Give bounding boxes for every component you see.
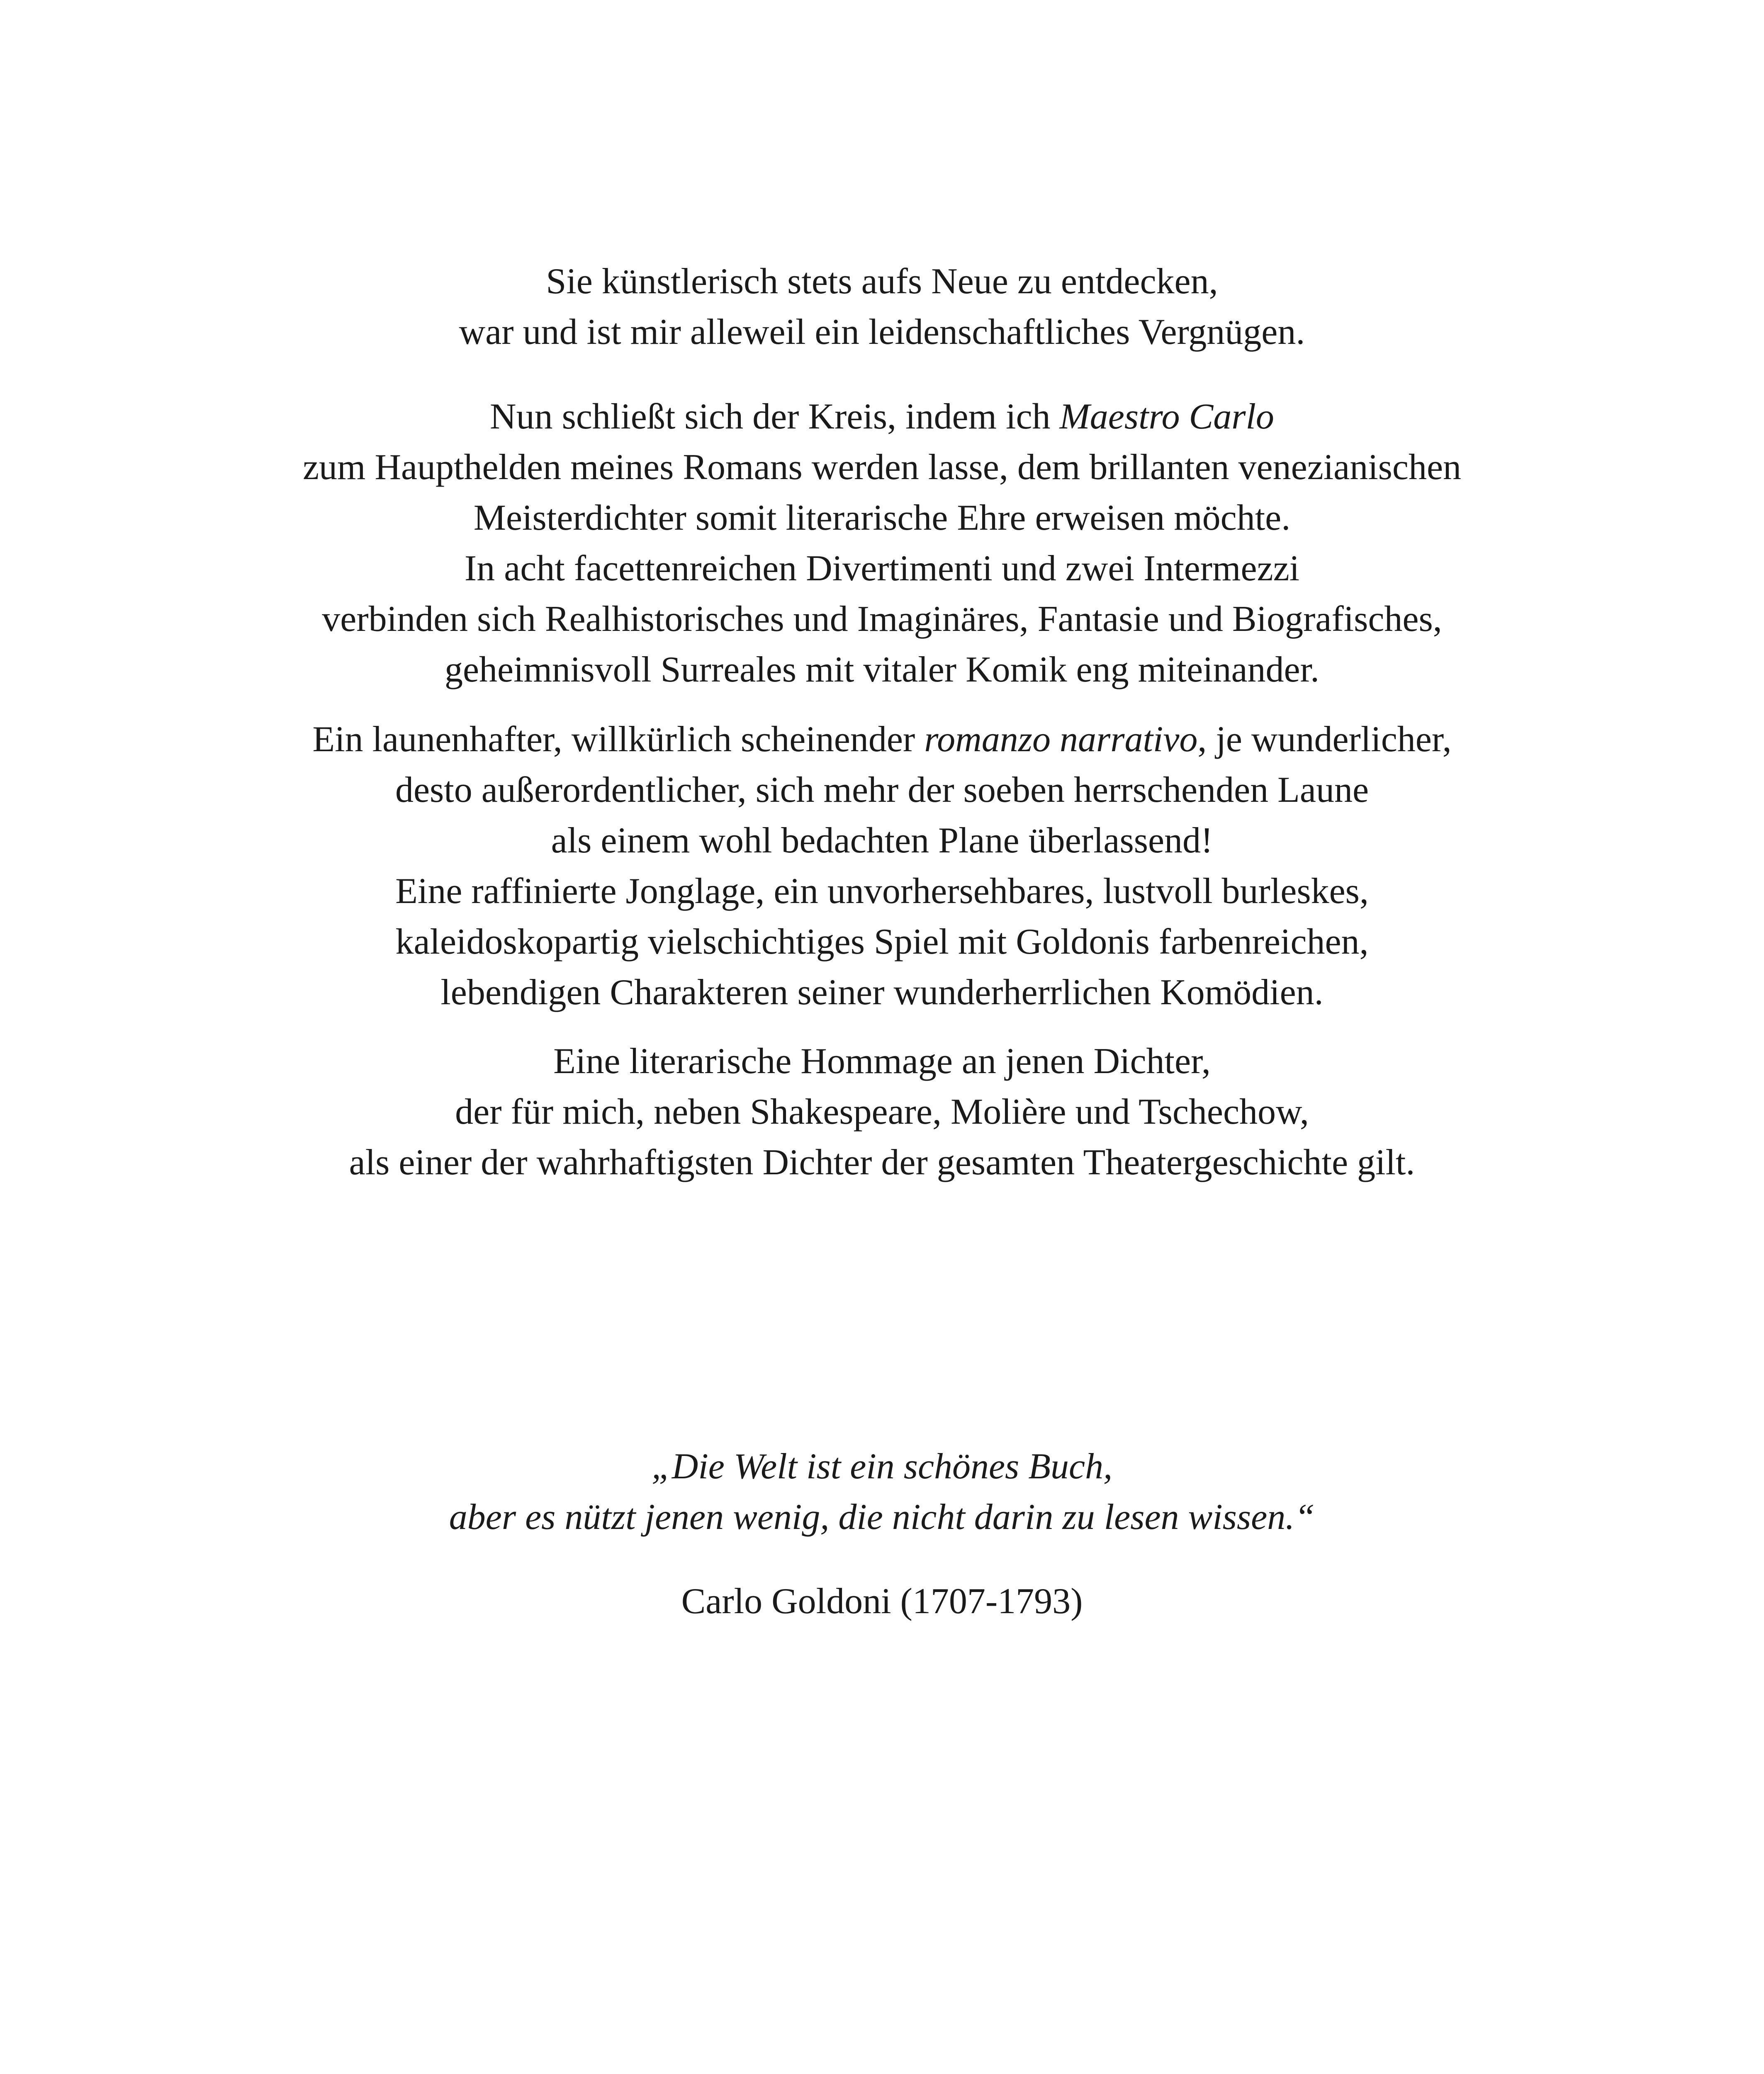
text-segment: als einem wohl bedachten Plane überlassend! [551, 820, 1213, 861]
paragraph-4 [0, 1036, 1764, 1188]
text-line [0, 256, 1764, 307]
author-name: Carlo Goldoni (1707-1793) [681, 1581, 1083, 1621]
text-segment: geheimnisvoll Surreales mit vitaler Komik eng miteinander. [444, 650, 1320, 690]
text-segment: kaleidoskopartig vielschichtiges Spiel mit Goldonis farbenreichen, [395, 922, 1369, 962]
quote-line: aber es nützt jenen wenig, die nicht darin zu lesen wissen.“ [449, 1497, 1315, 1537]
text-line [0, 645, 1764, 695]
text-line [0, 765, 1764, 815]
text-segment: lebendigen Charakteren seiner wunderherrlichen Komödien. [440, 972, 1324, 1013]
text-segment: war und ist mir alleweil ein leidenschaftliches Vergnügen. [459, 312, 1305, 352]
text-segment-italic: romanzo narrativo [924, 719, 1198, 759]
paragraph-2 [0, 392, 1764, 695]
text-line [0, 594, 1764, 645]
text-line [0, 543, 1764, 594]
text-segment: In acht facettenreichen Divertimenti und zwei Intermezzi [464, 548, 1300, 589]
text-segment: desto außerordentlicher, sich mehr der soeben herrschenden Laune [395, 770, 1369, 810]
text-segment: Eine raffinierte Jonglage, ein unvorhersehbares, lustvoll burleskes, [395, 871, 1369, 911]
text-line [0, 866, 1764, 917]
quote-line: „Die Welt ist ein schönes Buch, [651, 1446, 1113, 1487]
text-segment: , je wunderlicher, [1197, 719, 1452, 759]
text-segment: Sie künstlerisch stets aufs Neue zu entdecken, [546, 261, 1218, 302]
text-segment: als einer der wahrhaftigsten Dichter der gesamten Theatergeschichte gilt. [349, 1142, 1415, 1183]
text-segment-italic: Maestro Carlo [1059, 397, 1274, 437]
text-segment: zum Haupthelden meines Romans werden lasse, dem brillanten venezianischen [302, 447, 1462, 487]
text-segment: Meisterdichter somit literarische Ehre erweisen möchte. [473, 498, 1291, 538]
text-segment: Ein launenhafter, willkürlich scheinender [312, 719, 925, 759]
text-line [0, 1036, 1764, 1087]
text-segment: der für mich, neben Shakespeare, Molière und Tschechow, [455, 1092, 1309, 1132]
text-line [0, 714, 1764, 765]
text-segment: Eine literarische Hommage an jenen Dichter, [553, 1041, 1211, 1081]
text-line [0, 1137, 1764, 1188]
text-segment: verbinden sich Realhistorisches und Imaginäres, Fantasie und Biografisches, [322, 599, 1442, 639]
text-line [0, 392, 1764, 442]
text-line [0, 815, 1764, 866]
text-line [0, 493, 1764, 543]
text-line [0, 307, 1764, 358]
text-line [0, 1087, 1764, 1137]
quote-author [0, 1576, 1764, 1627]
epigraph-quote [0, 1441, 1764, 1543]
text-line [0, 967, 1764, 1018]
text-line [0, 917, 1764, 967]
text-line [0, 442, 1764, 493]
text-segment: Nun schließt sich der Kreis, indem ich [490, 397, 1060, 437]
paragraph-1 [0, 256, 1764, 358]
paragraph-3 [0, 714, 1764, 1018]
